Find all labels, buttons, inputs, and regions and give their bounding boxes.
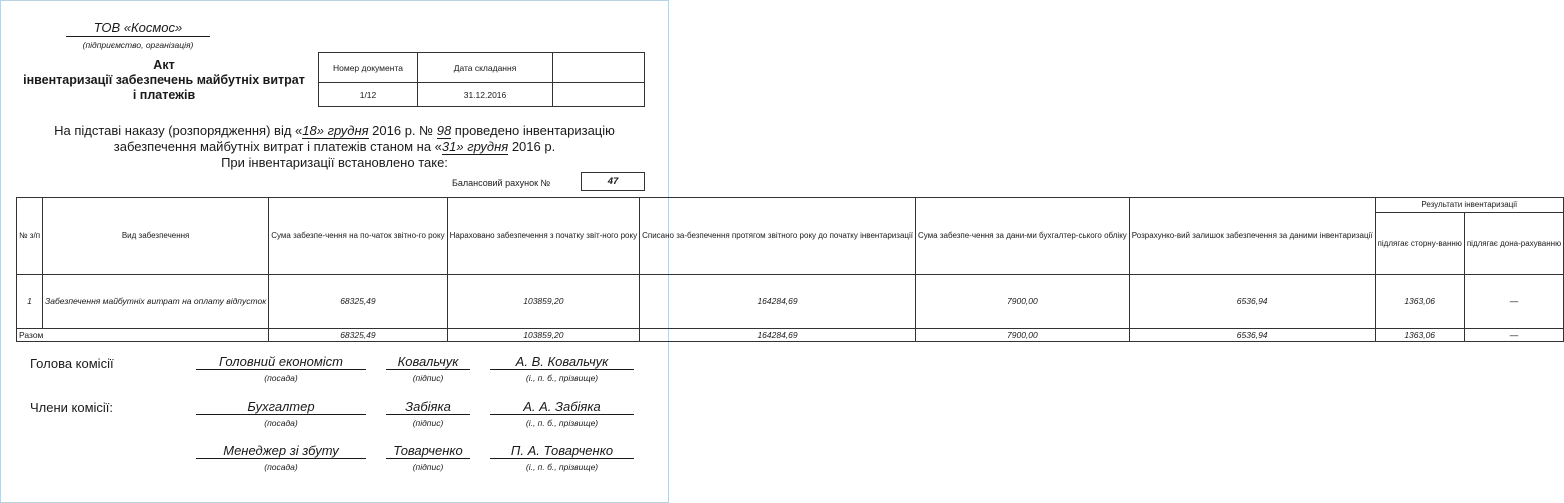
row-cancel: 1363,06 (1375, 275, 1464, 329)
title-line1: Акт (153, 58, 175, 72)
col-calc-header: Розрахунко-вий залишок забезпечення за даними інвентаризації (1129, 198, 1375, 275)
inventory-table (16, 197, 1564, 342)
sig-position-1: Головний економіст (196, 354, 366, 370)
balance-label: Балансовий рахунок № (452, 178, 551, 188)
total-calc: 6536,94 (1129, 329, 1375, 342)
caption-name-2: (і., п. б., прізвище) (525, 418, 599, 428)
col-kind-header: Вид забезпечення (43, 198, 269, 275)
org-name: ТОВ «Космос» (66, 20, 210, 37)
total-cancel: 1363,06 (1375, 329, 1464, 342)
row-written: 164284,69 (640, 275, 916, 329)
org-caption: (підприємство, організація) (82, 40, 194, 50)
total-written: 164284,69 (640, 329, 916, 342)
row-kind: Забезпечення майбутніх витрат на оплату відпусток (43, 275, 269, 329)
col-written-header: Списано за-безпечення протягом звітного року до початку інвентаризації (640, 198, 916, 275)
col-acct-header: Сума забезпе-чення за дани-ми бухгалтер-ського обліку (915, 198, 1129, 275)
members-label: Члени комісії: (30, 400, 114, 415)
doc-number-header: Номер документа (319, 53, 418, 83)
doc-empty-value (553, 83, 645, 107)
col-results-header: Результати інвентаризації (1375, 198, 1564, 213)
col-cancel-header: підлягає сторну-ванню (1375, 213, 1464, 275)
total-accrued: 103859,20 (447, 329, 639, 342)
total-label: Разом (17, 329, 269, 342)
intro-line3: При інвентаризації встановлено таке: (221, 155, 448, 170)
sig-sign-1: Ковальчук (386, 354, 470, 370)
head-label: Голова комісії (30, 356, 114, 371)
total-acct: 7900,00 (915, 329, 1129, 342)
table-total-row (17, 329, 1564, 342)
doc-info-table (318, 52, 645, 107)
col-num-header: № з/п (17, 198, 43, 275)
caption-position-2: (посада) (264, 418, 298, 428)
caption-name-1: (і., п. б., прізвище) (525, 373, 599, 383)
col-add-header: підлягає дона-рахуванню (1464, 213, 1563, 275)
caption-position-1: (посада) (264, 373, 298, 383)
col-start-header: Сума забезпе-чення на по-чаток звітно-го року (269, 198, 447, 275)
col-accrued-header: Нараховано забезпечення з початку звіт-ного року (447, 198, 639, 275)
caption-sign-3: (підпис) (412, 462, 444, 472)
sig-position-3: Менеджер зі збуту (196, 443, 366, 459)
total-start: 68325,49 (269, 329, 447, 342)
intro-line1: На підставі наказу (розпорядження) від «18» грудня 2016 р. № 98 проведено інвентаризацію (54, 123, 615, 138)
caption-position-3: (посада) (264, 462, 298, 472)
sig-position-2: Бухгалтер (196, 399, 366, 415)
caption-sign-1: (підпис) (412, 373, 444, 383)
title-line2: інвентаризації забезпечень майбутніх витрат (23, 73, 305, 87)
sig-sign-3: Товарченко (386, 443, 470, 459)
intro-line2: забезпечення майбутніх витрат і платежів станом на «31» грудня 2016 р. (113, 139, 556, 154)
caption-sign-2: (підпис) (412, 418, 444, 428)
doc-date-header: Дата складання (418, 53, 553, 83)
row-accrued: 103859,20 (447, 275, 639, 329)
total-add: — (1464, 329, 1563, 342)
row-add: — (1464, 275, 1563, 329)
sig-name-1: А. В. Ковальчук (490, 354, 634, 370)
title-line3: і платежів (132, 88, 196, 102)
row-acct: 7900,00 (915, 275, 1129, 329)
sig-name-2: А. А. Забіяка (490, 399, 634, 415)
balance-value: 47 (581, 172, 645, 191)
sig-name-3: П. А. Товарченко (490, 443, 634, 459)
row-start: 68325,49 (269, 275, 447, 329)
doc-empty-header (553, 53, 645, 83)
sig-sign-2: Забіяка (386, 399, 470, 415)
doc-number-value: 1/12 (319, 83, 418, 107)
table-row (17, 275, 1564, 329)
caption-name-3: (і., п. б., прізвище) (525, 462, 599, 472)
row-num: 1 (17, 275, 43, 329)
doc-date-value: 31.12.2016 (418, 83, 553, 107)
row-calc: 6536,94 (1129, 275, 1375, 329)
